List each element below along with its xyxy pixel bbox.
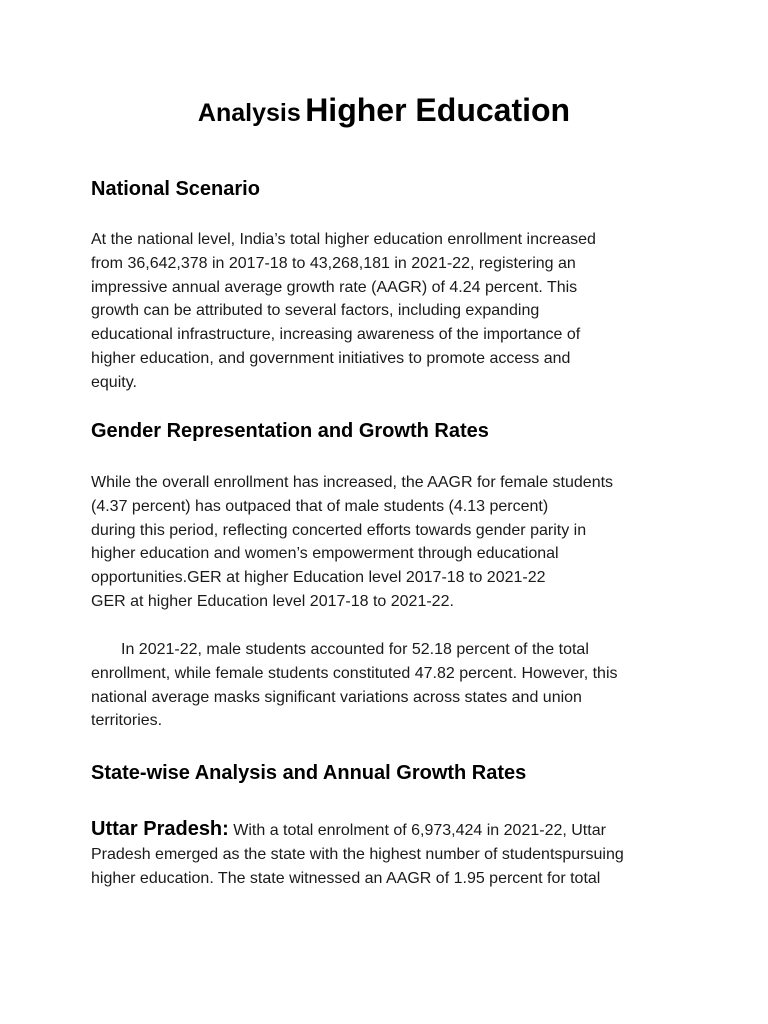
text-line: (4.37 percent) has outpaced that of male students (4.13 percent): [91, 497, 549, 515]
text-line: national average masks significant variations across states and union: [91, 688, 582, 706]
paragraph-gender-share: [91, 638, 691, 733]
text-line: equity.: [91, 373, 137, 391]
text-line: While the overall enrollment has increased, the AAGR for female students: [91, 474, 614, 491]
heading-state-wise-analysis: State-wise Analysis and Annual Growth Rates: [91, 762, 527, 784]
text-line: In 2021-22, male students accounted for 52.18 percent of the total: [121, 641, 589, 658]
text-line: educational infrastructure, increasing awareness of the importance of: [91, 326, 581, 344]
title-main: Higher Education: [305, 92, 571, 128]
text-line: during this period, reflecting concerted efforts towards gender parity in: [91, 521, 587, 539]
text-line: from 36,642,378 in 2017-18 to 43,268,181 in 2021-22, registering an: [91, 254, 576, 272]
title-prefix: Analysis: [197, 99, 301, 127]
text-line: opportunities.GER at higher Education level 2017-18 to 2021-22: [91, 569, 546, 587]
text-line: [91, 818, 691, 843]
state-label: Uttar Pradesh:: [91, 818, 229, 840]
text-line: territories.: [91, 712, 163, 730]
heading-national-scenario: National Scenario: [91, 178, 260, 200]
text-line: growth can be attributed to several factors, including expanding: [91, 302, 540, 320]
paragraph-uttar-pradesh: [91, 818, 691, 890]
text-line: higher education, and government initiatives to promote access and: [91, 349, 571, 367]
text-line: At the national level, India’s total higher education enrollment increased: [91, 231, 596, 248]
text-line: higher education and women’s empowerment through educational: [91, 545, 559, 563]
text-line: enrollment, while female students constituted 47.82 percent. However, this: [91, 664, 618, 682]
paragraph-gender-representation: [91, 471, 691, 614]
heading-gender-representation: Gender Representation and Growth Rates: [91, 420, 489, 442]
text-line: higher education. The state witnessed an AAGR of 1.95 percent for total: [91, 869, 601, 887]
text-line: impressive annual average growth rate (AAGR) of 4.24 percent. This: [91, 278, 578, 296]
text-line: GER at higher Education level 2017-18 to 2021-22.: [91, 592, 454, 610]
document-title: [0, 92, 768, 129]
paragraph-national-scenario: [91, 228, 691, 395]
text-run: With a total enrolment of 6,973,424 in 2021-22, Uttar: [228, 822, 606, 839]
text-line: Pradesh emerged as the state with the highest number of studentspursuing: [91, 845, 624, 863]
